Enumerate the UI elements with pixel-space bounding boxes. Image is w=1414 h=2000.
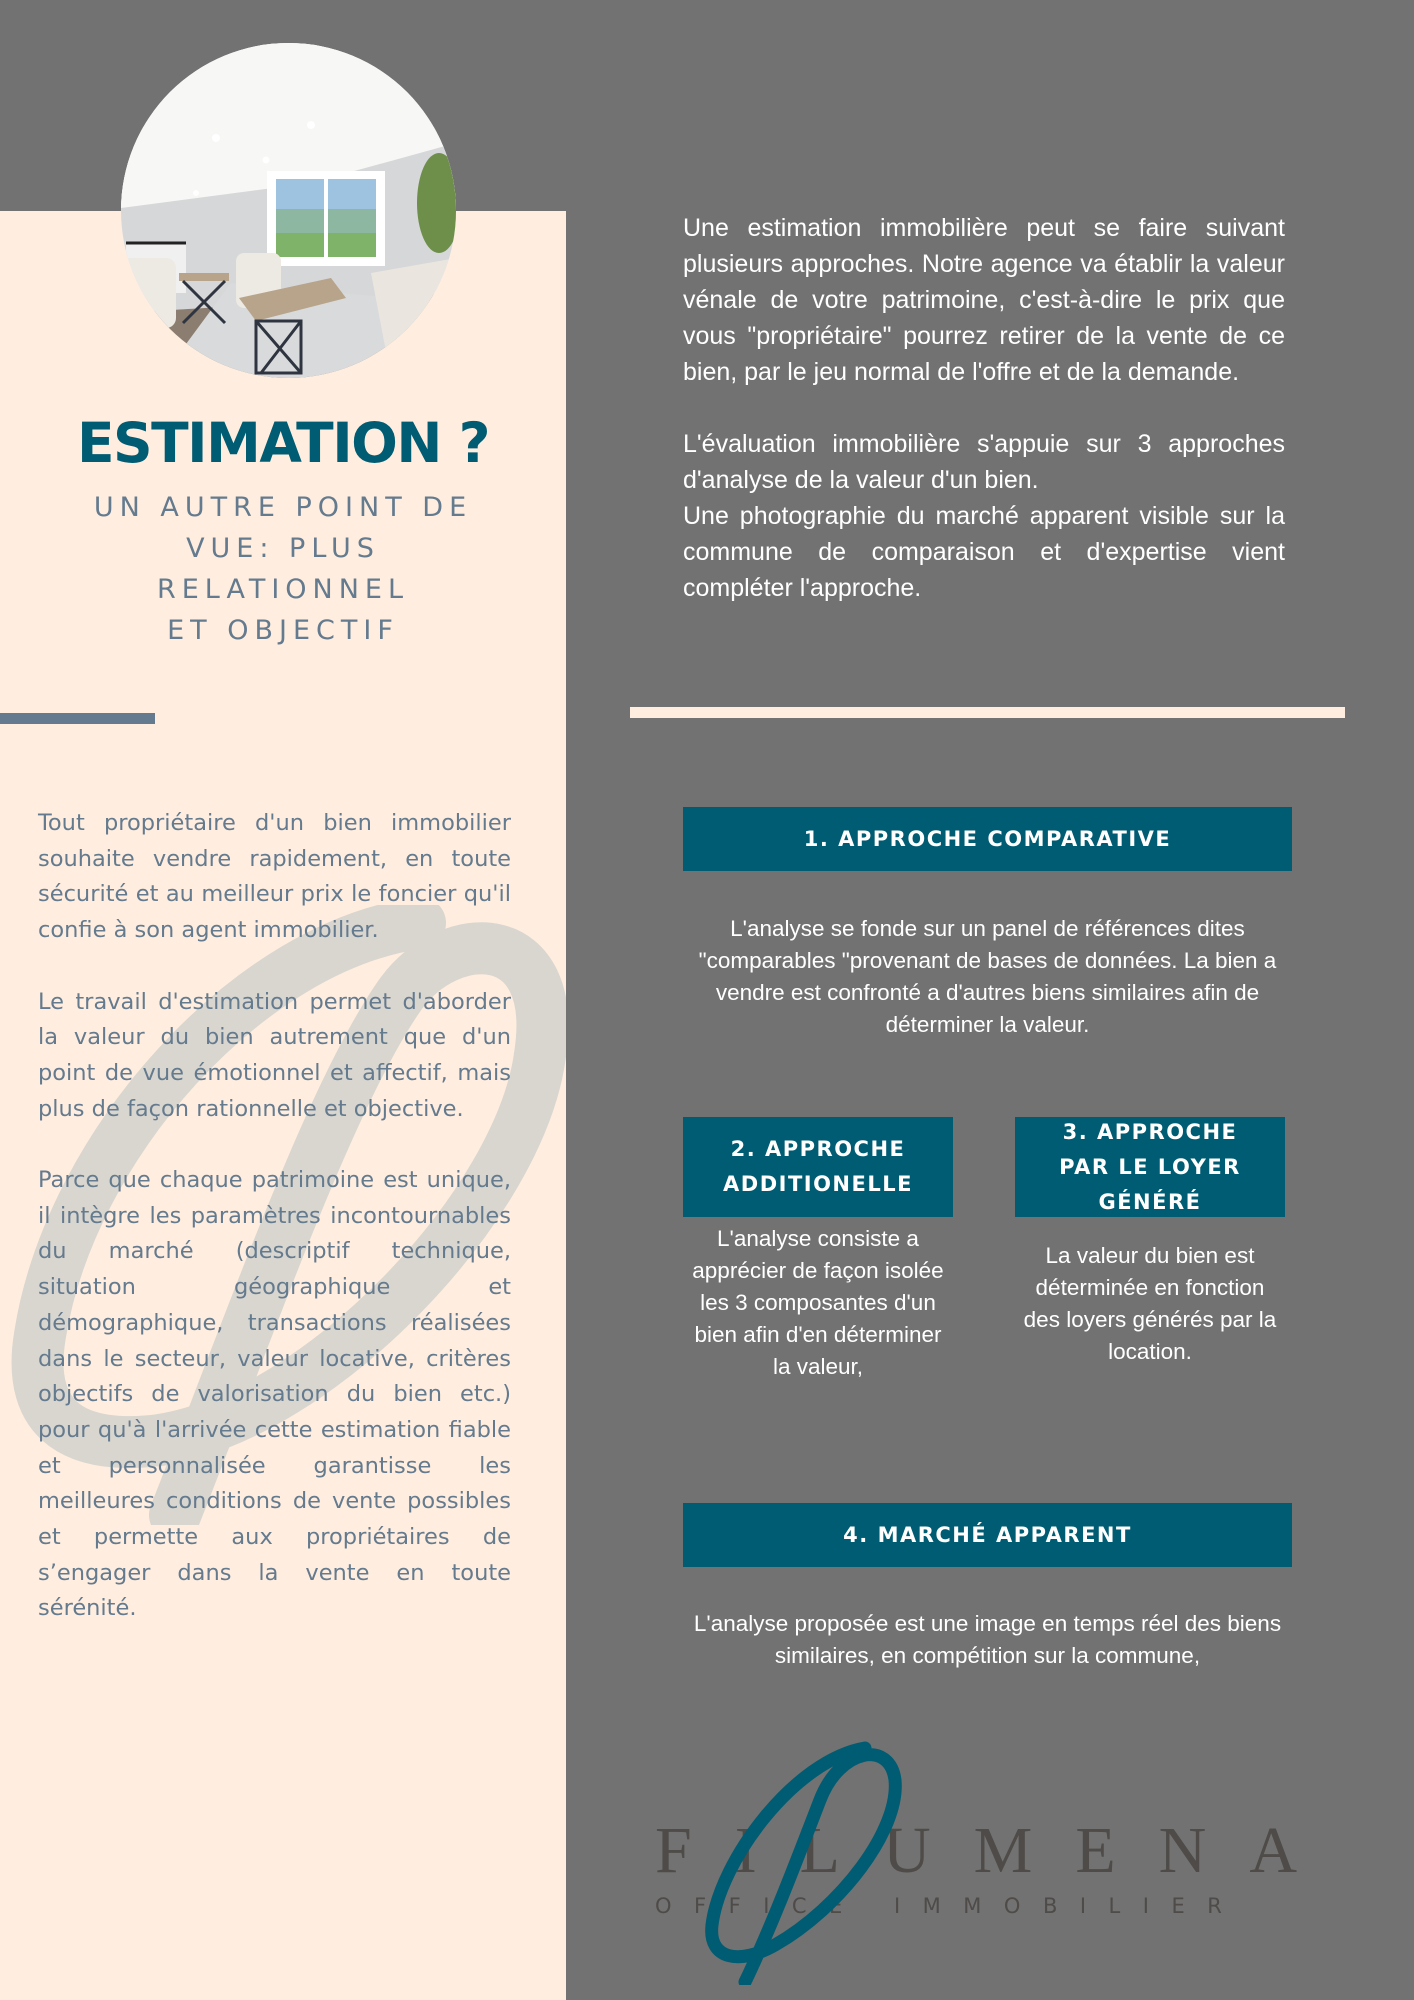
approach-4-description: L'analyse proposée est une image en temps réel des biens similaires, en compétition sur la commune, xyxy=(693,1611,1282,1668)
paragraph: Le travail d'estimation permet d'aborder la valeur du bien autrement que d'un point de vue émotionnel et affectif, mais plus de façon rationnelle et objective. xyxy=(38,988,511,1122)
approach-3-header xyxy=(1015,1117,1285,1217)
approach-3-title-line: PAR LE LOYER xyxy=(1059,1154,1241,1179)
approach-3-description: La valeur du bien est déterminée en fonction des loyers générés par la location. xyxy=(1023,1243,1277,1364)
paragraph: Tout propriétaire d'un bien immobilier souhaite vendre rapidement, en toute sécurité et au meilleur prix le foncier qu'il confie à son agent immobilier. xyxy=(38,810,511,944)
logo-tagline: OFFICE IMMOBILIER xyxy=(655,1894,1245,1918)
paragraph: Parce que chaque patrimoine est unique, il intègre les paramètres incontournables du marché (descriptif technique, situation géographique et démographique, transactions réalisées dans le secteur, valeur locative, critères objectifs de valorisation du bien etc.) pour qu'à l'arrivée cette estimation fiable et personnalisée garantisse les meilleures conditions de vente possibles et permette aux propriétaires de s’engager dans la vente en toute sérénité. xyxy=(38,1167,511,1622)
right-divider xyxy=(630,707,1345,718)
phi-monogram-icon xyxy=(700,1740,930,1985)
approach-3-title-line: GÉNÉRÉ xyxy=(1098,1189,1202,1214)
paragraph: L'évaluation immobilière s'appuie sur 3 approches d'analyse de la valeur d'un bien. xyxy=(683,430,1285,494)
approach-4-header: 4. MARCHÉ APPARENT xyxy=(683,1503,1292,1567)
approach-1-header: 1. APPROCHE COMPARATIVE xyxy=(683,807,1292,871)
subtitle-line: VUE: PLUS xyxy=(186,533,380,564)
intro-text xyxy=(683,210,1285,606)
approach-2-title-line: ADDITIONELLE xyxy=(723,1172,913,1196)
page-subtitle xyxy=(40,487,526,651)
approach-2-title-line: 2. APPROCHE xyxy=(730,1137,906,1161)
living-room-photo xyxy=(121,43,456,378)
approach-2-description: L'analyse consiste a apprécier de façon isolée les 3 composantes d'un bien afin d'en déterminer la valeur, xyxy=(692,1226,944,1379)
page-title: ESTIMATION ? xyxy=(76,411,489,475)
subtitle-line: UN AUTRE POINT DE xyxy=(93,492,473,523)
paragraph: Une photographie du marché apparent visible sur la commune de comparaison et d'expertise vient compléter l'approche. xyxy=(683,502,1285,602)
subtitle-line: ET OBJECTIF xyxy=(167,615,399,646)
approach-3-title-line: 3. APPROCHE xyxy=(1062,1119,1238,1144)
paragraph: Une estimation immobilière peut se faire suivant plusieurs approches. Notre agence va établir la valeur vénale de votre patrimoine, c'est-à-dire le prix que vous "propriétaire" pourrez retirer de la vente de ce bien, par le jeu normal de l'offre et de la demande. xyxy=(683,214,1285,386)
approach-1-description: L'analyse se fonde sur un panel de références dites "comparables "provenant de bases de données. La bien a vendre est confronté a d'autres biens similaires afin de déterminer la valeur. xyxy=(698,916,1277,1037)
subtitle-line: RELATIONNEL xyxy=(156,574,410,605)
logo-wordmark: FILUMENA xyxy=(655,1814,1340,1887)
left-divider xyxy=(0,713,155,724)
approach-2-header xyxy=(683,1117,953,1217)
left-body-text xyxy=(38,806,511,1663)
